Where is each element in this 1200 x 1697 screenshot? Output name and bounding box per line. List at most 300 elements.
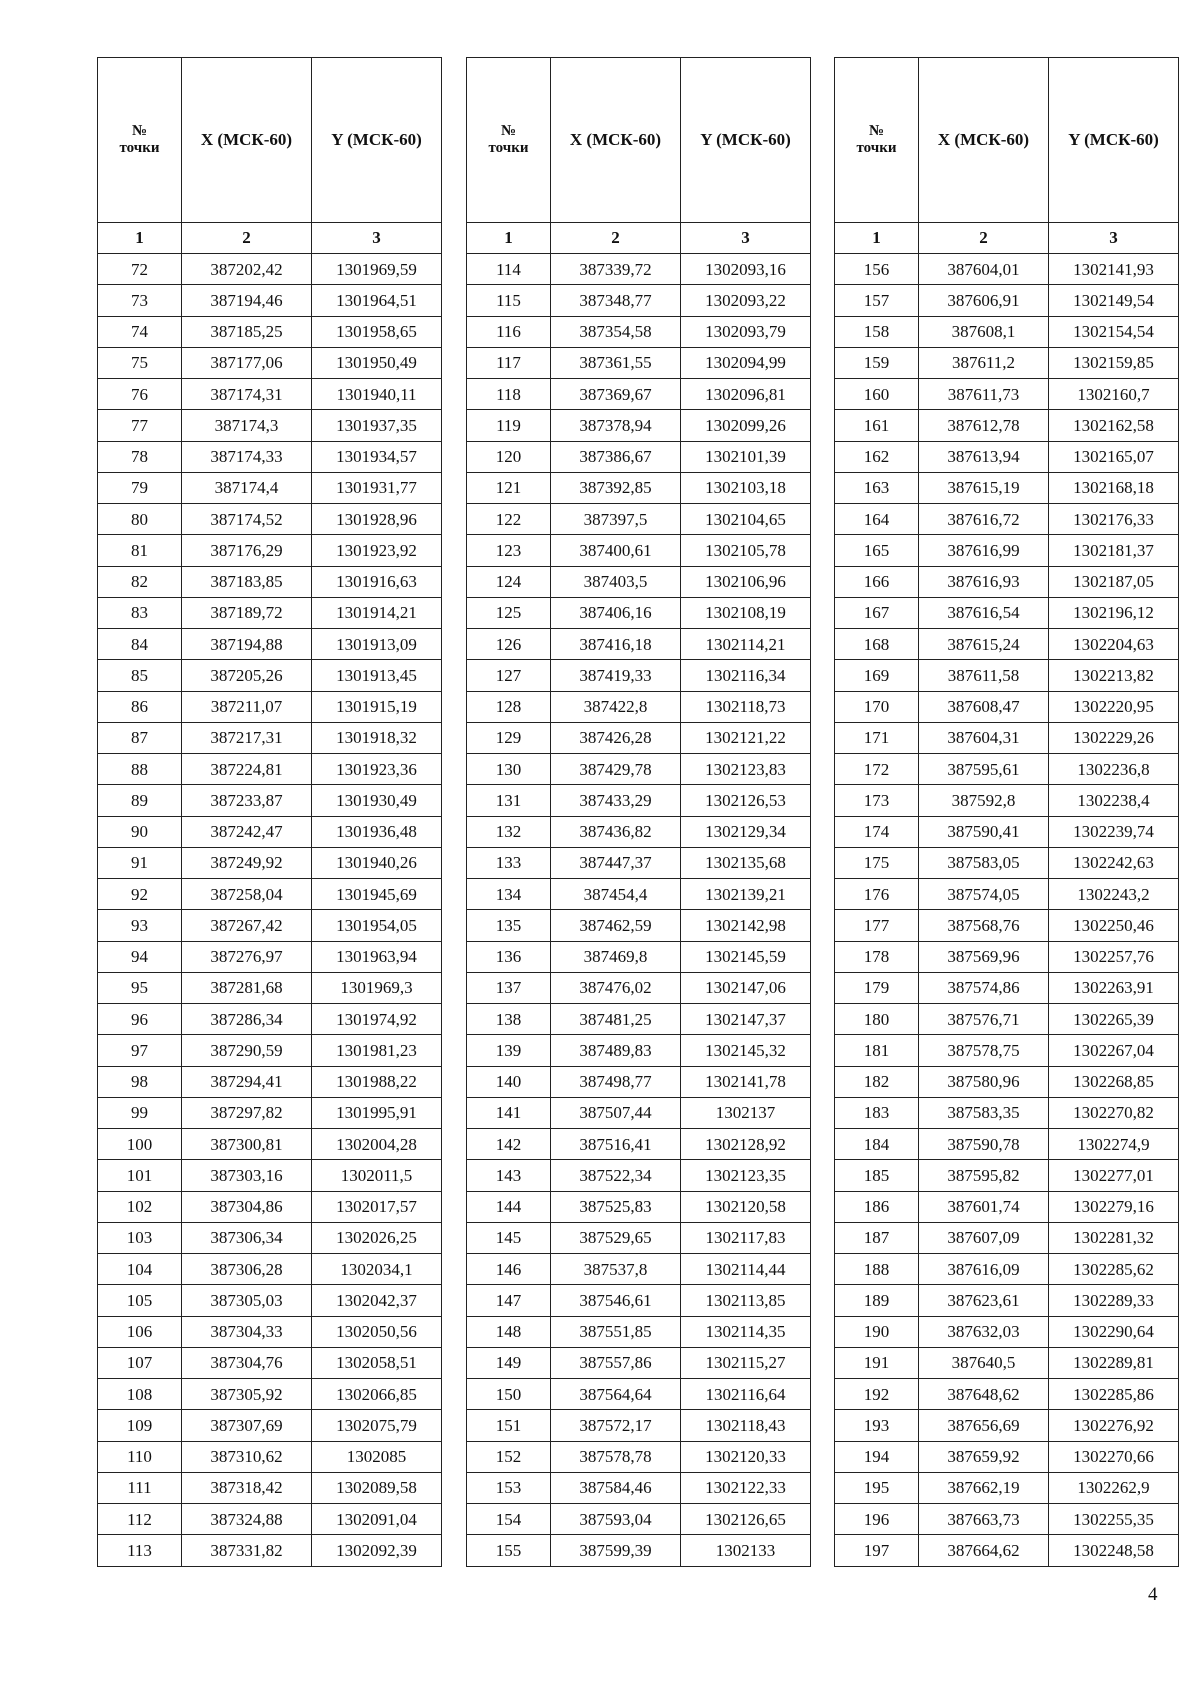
x-coordinate-cell: 387507,44 [551,1097,681,1128]
y-coordinate-cell: 1302243,2 [1049,879,1179,910]
table-row [98,722,442,753]
header-index-2: 2 [919,223,1049,254]
table-row [98,816,442,847]
table-row [98,1347,442,1378]
x-coordinate-cell: 387429,78 [551,754,681,785]
point-number-cell: 187 [835,1222,919,1253]
x-coordinate-cell: 387422,8 [551,691,681,722]
x-coordinate-cell: 387604,31 [919,722,1049,753]
table-row [835,1379,1179,1410]
y-coordinate-cell: 1302145,32 [681,1035,811,1066]
x-coordinate-cell: 387339,72 [551,254,681,285]
header-point-number: № точки [467,58,551,223]
y-coordinate-cell: 1302017,57 [312,1191,442,1222]
y-coordinate-cell: 1302289,33 [1049,1285,1179,1316]
y-coordinate-cell: 1302139,21 [681,879,811,910]
header-point-number: № точки [98,58,182,223]
point-number-cell: 188 [835,1254,919,1285]
table-row [835,1191,1179,1222]
point-number-cell: 175 [835,847,919,878]
point-number-cell: 160 [835,379,919,410]
point-number-cell: 83 [98,597,182,628]
x-coordinate-cell: 387607,09 [919,1222,1049,1253]
point-number-cell: 100 [98,1129,182,1160]
point-number-cell: 82 [98,566,182,597]
header-y-coordinate: Y (МСК-60) [312,58,442,223]
point-number-cell: 137 [467,972,551,1003]
header-index-1: 1 [98,223,182,254]
x-coordinate-cell: 387557,86 [551,1347,681,1378]
y-coordinate-cell: 1302114,21 [681,629,811,660]
point-number-cell: 101 [98,1160,182,1191]
point-number-cell: 86 [98,691,182,722]
x-coordinate-cell: 387578,78 [551,1441,681,1472]
table-row [835,504,1179,535]
table-row [467,535,811,566]
y-coordinate-cell: 1301914,21 [312,597,442,628]
x-coordinate-cell: 387447,37 [551,847,681,878]
x-coordinate-cell: 387354,58 [551,316,681,347]
y-coordinate-cell: 1302101,39 [681,441,811,472]
table-row [98,972,442,1003]
point-number-cell: 119 [467,410,551,441]
table-row [98,1441,442,1472]
point-number-cell: 140 [467,1066,551,1097]
y-coordinate-cell: 1302268,85 [1049,1066,1179,1097]
y-coordinate-cell: 1302121,22 [681,722,811,753]
table-row [467,347,811,378]
point-number-cell: 96 [98,1004,182,1035]
point-number-cell: 194 [835,1441,919,1472]
y-coordinate-cell: 1302099,26 [681,410,811,441]
x-coordinate-cell: 387612,78 [919,410,1049,441]
point-number-cell: 139 [467,1035,551,1066]
y-coordinate-cell: 1302123,35 [681,1160,811,1191]
table-row [835,629,1179,660]
table-row [98,1504,442,1535]
point-number-cell: 180 [835,1004,919,1035]
x-coordinate-cell: 387608,47 [919,691,1049,722]
point-number-cell: 134 [467,879,551,910]
header-index-2: 2 [182,223,312,254]
table-row [98,285,442,316]
y-coordinate-cell: 1302128,92 [681,1129,811,1160]
table-row [467,972,811,1003]
point-number-cell: 163 [835,472,919,503]
x-coordinate-cell: 387416,18 [551,629,681,660]
x-coordinate-cell: 387177,06 [182,347,312,378]
y-coordinate-cell: 1302042,37 [312,1285,442,1316]
y-coordinate-cell: 1302277,01 [1049,1160,1179,1191]
table-row [467,316,811,347]
point-number-cell: 72 [98,254,182,285]
point-number-cell: 132 [467,816,551,847]
x-coordinate-cell: 387305,03 [182,1285,312,1316]
table-row [467,1129,811,1160]
x-coordinate-cell: 387462,59 [551,910,681,941]
y-coordinate-cell: 1302238,4 [1049,785,1179,816]
table-row [467,254,811,285]
point-number-cell: 97 [98,1035,182,1066]
point-number-cell: 148 [467,1316,551,1347]
point-number-cell: 161 [835,410,919,441]
point-number-cell: 126 [467,629,551,660]
y-coordinate-cell: 1302103,18 [681,472,811,503]
x-coordinate-cell: 387304,86 [182,1191,312,1222]
table-row [467,816,811,847]
table-row [98,347,442,378]
x-coordinate-cell: 387576,71 [919,1004,1049,1035]
y-coordinate-cell: 1301913,09 [312,629,442,660]
table-row [98,1191,442,1222]
header-index-1: 1 [467,223,551,254]
y-coordinate-cell: 1302147,06 [681,972,811,1003]
x-coordinate-cell: 387183,85 [182,566,312,597]
point-number-cell: 177 [835,910,919,941]
table-row [467,1316,811,1347]
table-row [467,910,811,941]
x-coordinate-cell: 387174,52 [182,504,312,535]
point-number-cell: 121 [467,472,551,503]
x-coordinate-cell: 387300,81 [182,1129,312,1160]
point-number-cell: 193 [835,1410,919,1441]
y-coordinate-cell: 1302106,96 [681,566,811,597]
point-number-cell: 182 [835,1066,919,1097]
point-number-cell: 141 [467,1097,551,1128]
table-row [835,1004,1179,1035]
point-number-cell: 79 [98,472,182,503]
table-row [98,1129,442,1160]
x-coordinate-cell: 387616,09 [919,1254,1049,1285]
table-row [98,879,442,910]
table-row [467,504,811,535]
y-coordinate-cell: 1302093,22 [681,285,811,316]
y-coordinate-cell: 1301928,96 [312,504,442,535]
x-coordinate-cell: 387615,19 [919,472,1049,503]
x-coordinate-cell: 387194,46 [182,285,312,316]
x-coordinate-cell: 387481,25 [551,1004,681,1035]
x-coordinate-cell: 387433,29 [551,785,681,816]
table-row [467,1347,811,1378]
y-coordinate-cell: 1302085 [312,1441,442,1472]
point-number-cell: 183 [835,1097,919,1128]
table-row [467,1222,811,1253]
x-coordinate-cell: 387648,62 [919,1379,1049,1410]
point-number-cell: 144 [467,1191,551,1222]
table-row [835,1097,1179,1128]
y-coordinate-cell: 1302116,64 [681,1379,811,1410]
point-number-cell: 174 [835,816,919,847]
table-row [467,472,811,503]
point-number-cell: 106 [98,1316,182,1347]
x-coordinate-cell: 387426,28 [551,722,681,753]
x-coordinate-cell: 387174,4 [182,472,312,503]
y-coordinate-cell: 1301958,65 [312,316,442,347]
y-coordinate-cell: 1302285,86 [1049,1379,1179,1410]
point-number-cell: 154 [467,1504,551,1535]
y-coordinate-cell: 1302115,27 [681,1347,811,1378]
x-coordinate-cell: 387174,33 [182,441,312,472]
x-coordinate-cell: 387583,05 [919,847,1049,878]
x-coordinate-cell: 387522,34 [551,1160,681,1191]
table-row [467,1410,811,1441]
table-row [98,1066,442,1097]
table-row [467,941,811,972]
table-row [467,1191,811,1222]
header-x-coordinate: X (МСК-60) [919,58,1049,223]
y-coordinate-cell: 1302213,82 [1049,660,1179,691]
x-coordinate-cell: 387546,61 [551,1285,681,1316]
y-coordinate-cell: 1302114,35 [681,1316,811,1347]
x-coordinate-cell: 387258,04 [182,879,312,910]
x-coordinate-cell: 387281,68 [182,972,312,1003]
y-coordinate-cell: 1301916,63 [312,566,442,597]
x-coordinate-cell: 387386,67 [551,441,681,472]
x-coordinate-cell: 387224,81 [182,754,312,785]
x-coordinate-cell: 387294,41 [182,1066,312,1097]
y-coordinate-cell: 1302122,33 [681,1472,811,1503]
table-row [98,566,442,597]
x-coordinate-cell: 387290,59 [182,1035,312,1066]
x-coordinate-cell: 387174,31 [182,379,312,410]
table-row [835,847,1179,878]
table-row [467,1066,811,1097]
point-number-cell: 179 [835,972,919,1003]
y-coordinate-cell: 1302187,05 [1049,566,1179,597]
x-coordinate-cell: 387469,8 [551,941,681,972]
point-number-cell: 76 [98,379,182,410]
x-coordinate-cell: 387400,61 [551,535,681,566]
header-y-coordinate: Y (МСК-60) [1049,58,1179,223]
y-coordinate-cell: 1302092,39 [312,1535,442,1566]
x-coordinate-cell: 387664,62 [919,1535,1049,1566]
point-number-cell: 89 [98,785,182,816]
point-number-cell: 195 [835,1472,919,1503]
y-coordinate-cell: 1302141,93 [1049,254,1179,285]
y-coordinate-cell: 1302114,44 [681,1254,811,1285]
coordinate-table-3 [834,57,1179,1567]
point-number-cell: 170 [835,691,919,722]
point-number-cell: 158 [835,316,919,347]
table-row [98,1285,442,1316]
table-row [835,910,1179,941]
x-coordinate-cell: 387324,88 [182,1504,312,1535]
table-row [467,1504,811,1535]
y-coordinate-cell: 1302075,79 [312,1410,442,1441]
y-coordinate-cell: 1302165,07 [1049,441,1179,472]
table-row [98,941,442,972]
y-coordinate-cell: 1301995,91 [312,1097,442,1128]
y-coordinate-cell: 1301930,49 [312,785,442,816]
y-coordinate-cell: 1302274,9 [1049,1129,1179,1160]
point-number-cell: 181 [835,1035,919,1066]
y-coordinate-cell: 1302160,7 [1049,379,1179,410]
x-coordinate-cell: 387578,75 [919,1035,1049,1066]
y-coordinate-cell: 1302257,76 [1049,941,1179,972]
y-coordinate-cell: 1302108,19 [681,597,811,628]
x-coordinate-cell: 387590,41 [919,816,1049,847]
table-row [98,1004,442,1035]
y-coordinate-cell: 1302267,04 [1049,1035,1179,1066]
y-coordinate-cell: 1302168,18 [1049,472,1179,503]
y-coordinate-cell: 1302120,33 [681,1441,811,1472]
y-coordinate-cell: 1302262,9 [1049,1472,1179,1503]
table-row [835,691,1179,722]
x-coordinate-cell: 387397,5 [551,504,681,535]
x-coordinate-cell: 387584,46 [551,1472,681,1503]
table-row [467,629,811,660]
x-coordinate-cell: 387616,99 [919,535,1049,566]
point-number-cell: 146 [467,1254,551,1285]
x-coordinate-cell: 387419,33 [551,660,681,691]
table-row [835,597,1179,628]
point-number-cell: 128 [467,691,551,722]
x-coordinate-cell: 387202,42 [182,254,312,285]
x-coordinate-cell: 387305,92 [182,1379,312,1410]
x-coordinate-cell: 387611,58 [919,660,1049,691]
table-row [835,441,1179,472]
y-coordinate-cell: 1302066,85 [312,1379,442,1410]
table-row [835,254,1179,285]
y-coordinate-cell: 1301969,59 [312,254,442,285]
table-row [98,410,442,441]
point-number-cell: 151 [467,1410,551,1441]
table-row [467,660,811,691]
table-row [467,1097,811,1128]
y-coordinate-cell: 1302255,35 [1049,1504,1179,1535]
y-coordinate-cell: 1301913,45 [312,660,442,691]
y-coordinate-cell: 1302093,79 [681,316,811,347]
y-coordinate-cell: 1302026,25 [312,1222,442,1253]
x-coordinate-cell: 387599,39 [551,1535,681,1566]
point-number-cell: 90 [98,816,182,847]
x-coordinate-cell: 387593,04 [551,1504,681,1535]
table-row [835,879,1179,910]
table-row [835,472,1179,503]
x-coordinate-cell: 387616,93 [919,566,1049,597]
y-coordinate-cell: 1302118,43 [681,1410,811,1441]
point-number-cell: 185 [835,1160,919,1191]
point-number-cell: 169 [835,660,919,691]
x-coordinate-cell: 387217,31 [182,722,312,753]
table-row [98,1316,442,1347]
point-number-cell: 84 [98,629,182,660]
point-number-cell: 91 [98,847,182,878]
x-coordinate-cell: 387489,83 [551,1035,681,1066]
x-coordinate-cell: 387205,26 [182,660,312,691]
table-row [98,1535,442,1566]
x-coordinate-cell: 387659,92 [919,1441,1049,1472]
y-coordinate-cell: 1302117,83 [681,1222,811,1253]
y-coordinate-cell: 1302154,54 [1049,316,1179,347]
table-row [98,910,442,941]
point-number-cell: 85 [98,660,182,691]
x-coordinate-cell: 387392,85 [551,472,681,503]
point-number-cell: 118 [467,379,551,410]
x-coordinate-cell: 387454,4 [551,879,681,910]
table-row [467,1160,811,1191]
table-row [98,785,442,816]
table-row [98,1222,442,1253]
x-coordinate-cell: 387304,33 [182,1316,312,1347]
x-coordinate-cell: 387568,76 [919,910,1049,941]
table-row [467,379,811,410]
y-coordinate-cell: 1302133 [681,1535,811,1566]
y-coordinate-cell: 1302011,5 [312,1160,442,1191]
table-row [98,379,442,410]
coordinate-table-2 [466,57,811,1567]
table-row [835,1285,1179,1316]
point-number-cell: 150 [467,1379,551,1410]
point-number-cell: 117 [467,347,551,378]
point-number-cell: 153 [467,1472,551,1503]
x-coordinate-cell: 387529,65 [551,1222,681,1253]
point-number-cell: 168 [835,629,919,660]
point-number-cell: 152 [467,1441,551,1472]
point-number-cell: 165 [835,535,919,566]
x-coordinate-cell: 387615,24 [919,629,1049,660]
table-row [467,1535,811,1566]
table-row [467,879,811,910]
y-coordinate-cell: 1302104,65 [681,504,811,535]
x-coordinate-cell: 387604,01 [919,254,1049,285]
x-coordinate-cell: 387551,85 [551,1316,681,1347]
point-number-cell: 173 [835,785,919,816]
y-coordinate-cell: 1302290,64 [1049,1316,1179,1347]
point-number-cell: 192 [835,1379,919,1410]
point-number-cell: 80 [98,504,182,535]
y-coordinate-cell: 1302279,16 [1049,1191,1179,1222]
y-coordinate-cell: 1302285,62 [1049,1254,1179,1285]
point-number-cell: 164 [835,504,919,535]
table-row [835,1129,1179,1160]
x-coordinate-cell: 387663,73 [919,1504,1049,1535]
point-number-cell: 156 [835,254,919,285]
table-row [835,1441,1179,1472]
y-coordinate-cell: 1301931,77 [312,472,442,503]
x-coordinate-cell: 387303,16 [182,1160,312,1191]
x-coordinate-cell: 387613,94 [919,441,1049,472]
point-number-cell: 136 [467,941,551,972]
table-row [835,1410,1179,1441]
point-number-cell: 138 [467,1004,551,1035]
point-number-cell: 73 [98,285,182,316]
table-row [98,1035,442,1066]
point-number-cell: 196 [835,1504,919,1535]
point-number-cell: 143 [467,1160,551,1191]
x-coordinate-cell: 387211,07 [182,691,312,722]
y-coordinate-cell: 1302239,74 [1049,816,1179,847]
point-number-cell: 81 [98,535,182,566]
x-coordinate-cell: 387606,91 [919,285,1049,316]
x-coordinate-cell: 387595,61 [919,754,1049,785]
point-number-cell: 123 [467,535,551,566]
point-number-cell: 108 [98,1379,182,1410]
table-row [835,660,1179,691]
table-row [98,660,442,691]
y-coordinate-cell: 1301945,69 [312,879,442,910]
table-row [835,566,1179,597]
point-number-cell: 166 [835,566,919,597]
y-coordinate-cell: 1302263,91 [1049,972,1179,1003]
table-row [467,754,811,785]
header-point-number: № точки [835,58,919,223]
x-coordinate-cell: 387608,1 [919,316,1049,347]
y-coordinate-cell: 1302159,85 [1049,347,1179,378]
y-coordinate-cell: 1302145,59 [681,941,811,972]
x-coordinate-cell: 387185,25 [182,316,312,347]
header-index-2: 2 [551,223,681,254]
